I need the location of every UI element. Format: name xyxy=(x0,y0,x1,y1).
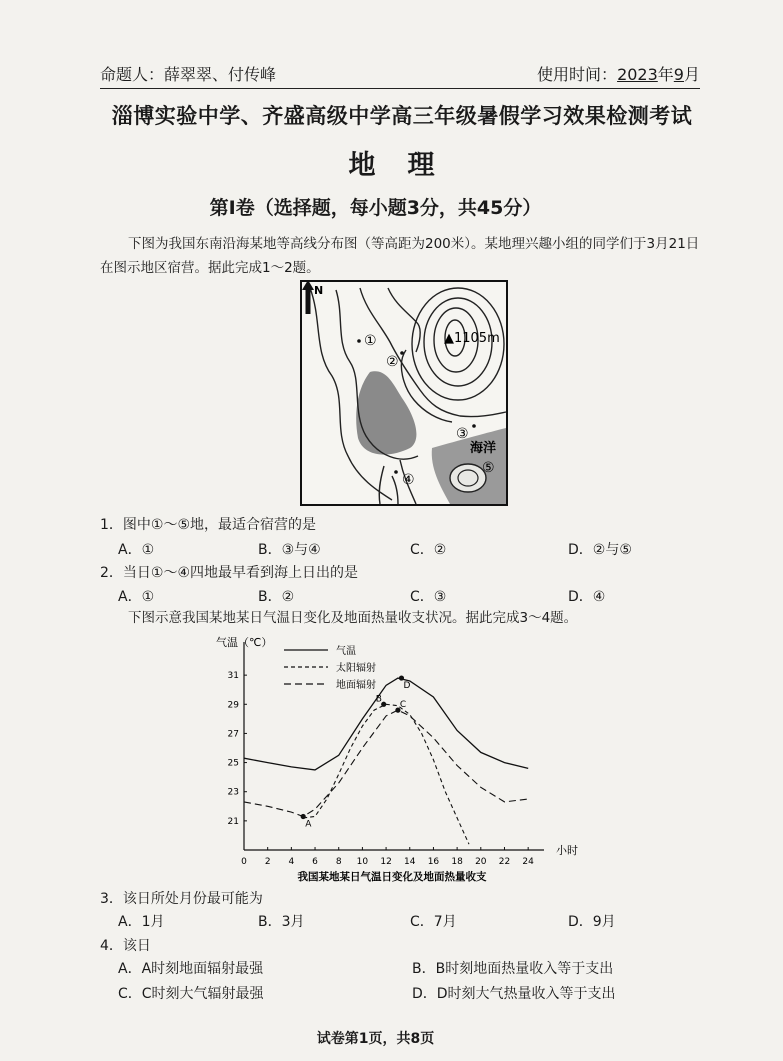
x-tick-label: 4 xyxy=(288,857,295,867)
q1-option-d: D．②与⑤ xyxy=(568,542,632,558)
author-line xyxy=(100,62,276,85)
q1-option-a: A．① xyxy=(118,542,155,558)
authors: 薛翠翠、付传峰 xyxy=(164,65,277,84)
subject-title: 地理 xyxy=(348,150,467,181)
x-axis-label: 小时 xyxy=(556,844,578,857)
x-tick-label: 14 xyxy=(404,857,416,867)
question-2: 2．当日①～④四地最早看到海上日出的是 xyxy=(100,565,359,581)
contour-map xyxy=(300,280,508,506)
legend-label-2: 太阳辐射 xyxy=(336,663,376,674)
q1-option-c: C．② xyxy=(410,542,447,558)
north-label: N xyxy=(314,284,324,297)
point-d xyxy=(399,675,404,680)
x-tick-label: 6 xyxy=(312,857,318,867)
question-3: 3．该日所处月份最可能为 xyxy=(100,891,263,907)
month-unit: 月 xyxy=(683,65,700,84)
point-a xyxy=(301,814,306,819)
legend-label-3: 地面辐射 xyxy=(336,680,376,691)
question-4: 4．该日 xyxy=(100,938,151,954)
q3-option-c: C．7月 xyxy=(410,914,457,930)
point-3: ③ xyxy=(456,426,469,442)
y-axis-label: 气温（℃） xyxy=(216,636,273,649)
time-label: 使用时间： xyxy=(537,65,618,84)
section-title: 第Ⅰ卷（选择题，每小题3分，共45分） xyxy=(209,197,542,219)
author-label: 命题人： xyxy=(100,65,165,84)
y-tick-label: 25 xyxy=(227,758,239,769)
point-label-d: D xyxy=(403,681,411,692)
page-header xyxy=(100,60,700,89)
exam-title: 淄博实验中学、齐盛高级中学高三年级暑假学习效果检测考试 xyxy=(111,104,693,128)
y-tick-label: 23 xyxy=(227,787,239,798)
x-tick-label: 2 xyxy=(264,857,271,867)
x-tick-label: 10 xyxy=(356,857,369,867)
intro-paragraph-2: 下图示意我国某地某日气温日变化及地面热量收支状况。据此完成3～4题。 xyxy=(128,610,578,626)
point-4: ④ xyxy=(402,472,415,488)
q2-option-b: B．② xyxy=(258,589,295,605)
x-tick-label: 22 xyxy=(498,857,511,867)
q2-option-d: D．④ xyxy=(568,589,606,605)
chart-caption: 我国某地某日气温日变化及地面热量收支 xyxy=(297,871,487,883)
q2-option-c: C．③ xyxy=(410,589,447,605)
x-tick-label: 24 xyxy=(522,857,534,867)
q4-option-a: A．A时刻地面辐射最强 xyxy=(118,961,264,977)
peak-label: ▲1105m xyxy=(444,331,500,346)
legend-label-1: 气温 xyxy=(336,646,356,657)
usage-time xyxy=(537,62,700,85)
x-tick-label: 16 xyxy=(427,857,440,867)
year: 2023 xyxy=(617,65,658,84)
q3-option-a: A．1月 xyxy=(118,914,165,930)
point-2: ② xyxy=(386,354,399,370)
month: 9 xyxy=(673,65,684,84)
x-tick-label: 8 xyxy=(335,857,342,867)
y-tick-label: 27 xyxy=(227,729,239,740)
year-unit: 年 xyxy=(657,65,674,84)
sea-label: 海洋 xyxy=(470,441,497,456)
y-tick-label: 29 xyxy=(227,700,239,711)
y-tick-label: 31 xyxy=(227,671,239,682)
intro-paragraph-1: 下图为我国东南沿海某地等高线分布图（等高距为200米）。某地理兴趣小组的同学们于3月21日在图示地区宿营。据此完成1～2题。 xyxy=(100,236,700,276)
point-label-c: C xyxy=(399,700,407,711)
q4-option-c: C．C时刻大气辐射最强 xyxy=(118,986,264,1002)
x-tick-label: 18 xyxy=(451,857,463,867)
temperature-chart xyxy=(214,628,578,886)
q3-option-d: D．9月 xyxy=(568,914,616,930)
point-5: ⑤ xyxy=(482,460,495,476)
q1-option-b: B．③与④ xyxy=(258,542,321,558)
series-line-2 xyxy=(303,704,469,844)
point-1: ① xyxy=(364,333,377,349)
y-tick-label: 21 xyxy=(227,816,239,827)
page-footer: 试卷第1页，共8页 xyxy=(316,1031,435,1047)
q3-option-b: B．3月 xyxy=(258,914,305,930)
x-tick-label: 0 xyxy=(241,857,247,867)
question-1: 1．图中①～⑤地，最适合宿营的是 xyxy=(100,517,317,533)
series-line-3 xyxy=(244,710,528,816)
point-label-a: A xyxy=(305,819,312,830)
q4-option-b: B．B时刻地面热量收入等于支出 xyxy=(412,961,614,977)
x-tick-label: 12 xyxy=(380,857,392,867)
x-tick-label: 20 xyxy=(475,857,487,867)
q4-option-d: D．D时刻大气热量收入等于支出 xyxy=(412,986,616,1002)
point-label-b: B xyxy=(375,694,382,705)
series-line-1 xyxy=(244,678,528,770)
q2-option-a: A．① xyxy=(118,589,155,605)
